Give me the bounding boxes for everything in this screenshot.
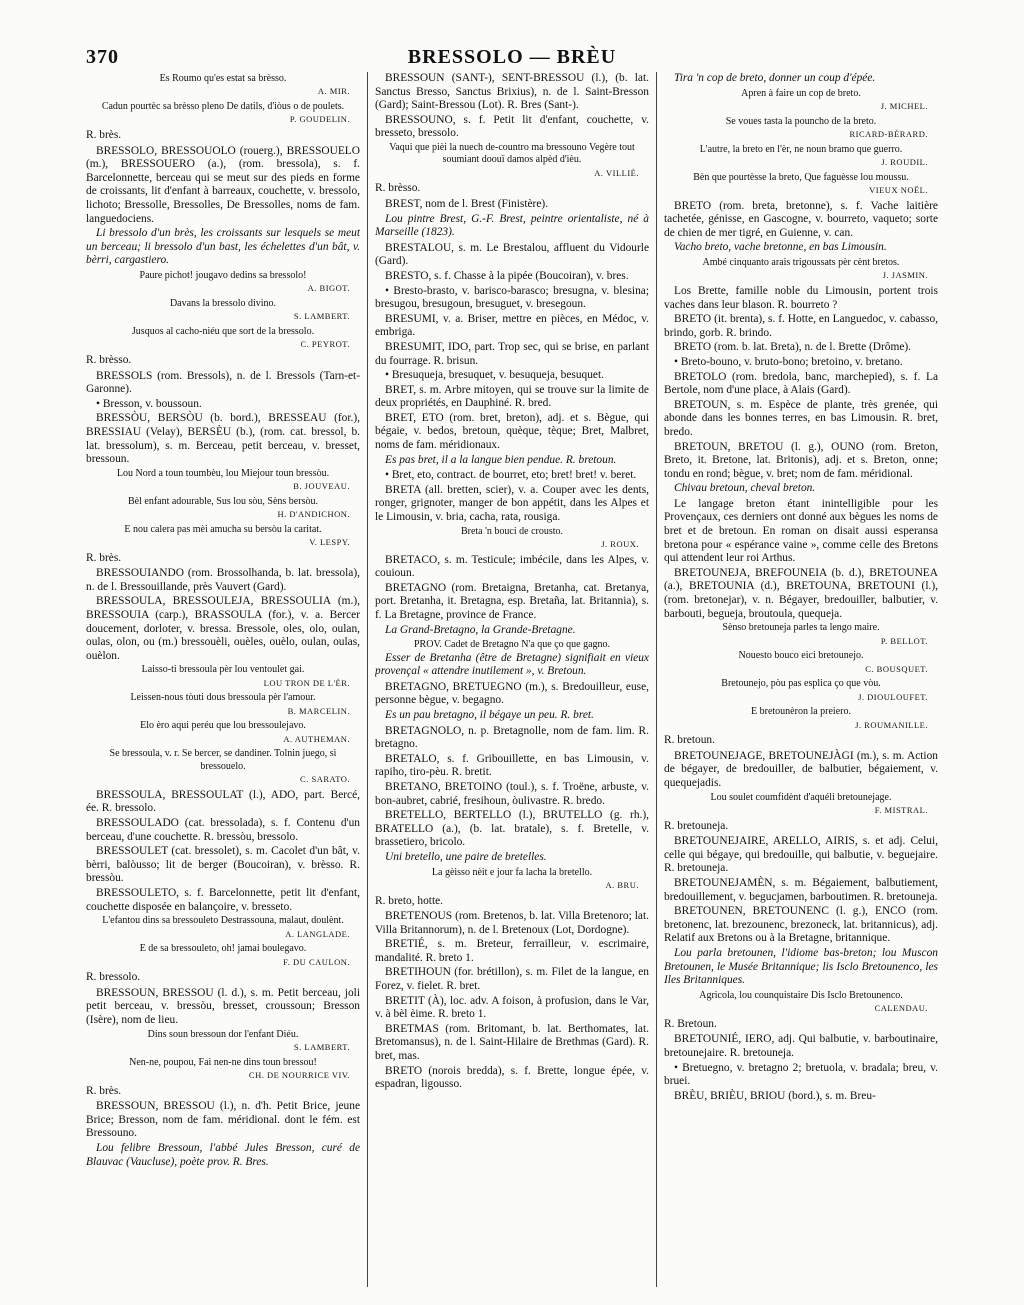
dictionary-entry: BRET, ETO (rom. bret, breton), adj. et s. Bègue, qui bégaie, v. bedos, bretoun, quèque, tèque; Bret, Malbret, noms de fam. méridionaux. (375, 411, 649, 452)
quotation-author: F. DU CAULON. (283, 956, 350, 967)
quotation: Dins soun bressoun dor l'enfant Diéu. (147, 1028, 299, 1040)
dictionary-entry: BRESSOUN (SANT-), SENT-BRESSOU (l.), (b. lat. Sanctus Bresso, Sanctus Brixius), n. de l. Saint-Bresson (Gard); Saint-Bressou (Lot). R. Bres (Sant-). (375, 72, 649, 112)
quotation-author: A. VILLIÉ. (594, 167, 639, 178)
dictionary-entry: BRESSÒU, BERSÒU (b. bord.), BRESSEAU (for.), BRESSIAU (Velay), BERSÈU (b.), (rom. cat. bressol, b. lat. bressolum), s. m. Berceau, petit berceau, v. bresset, bressoun. (86, 412, 360, 466)
dictionary-entry: BRETANO, BRETOINO (toul.), s. f. Troëne, arbuste, v. bon-aubret, cabrié, fresihoun, òulivastre. R. bredo. (375, 780, 649, 807)
quotation: Lou soulet coumfidènt d'aquéli bretounejage. (710, 791, 892, 803)
quotation: Nen-ne, poupou, Fai nen-ne dins toun bressou! (129, 1056, 317, 1068)
quotation-author: CALENDAU. (874, 1003, 928, 1014)
quotation: Lou Nord a toun toumbèu, lou Miejour toun bressòu. (116, 467, 330, 479)
dictionary-entry: BRÈU, BRIÈU, BRIOU (bord.), s. m. Breu- (674, 1089, 876, 1102)
dictionary-entry: BRETOUNEJAGE, BRETOUNEJÀGI (m.), s. m. Action de bégayer, de bredouiller, de balbutier, bégaiement, v. quequejadis. (664, 749, 938, 789)
etymology-reference: R. brès. (86, 129, 122, 141)
dictionary-entry: BRETAGNOLO, n. p. Bretagnolle, nom de fam. lim. R. bretagno. (375, 724, 649, 751)
dictionary-entry: BRESSOULA, BRESSOULAT (l.), ADO, part. Bercé, ée. R. bressolo. (86, 788, 360, 815)
dictionary-entry: BRETALO, s. f. Gribouillette, en bas Limousin, v. rapiho, tiro-pèu. R. bretit. (375, 752, 649, 779)
dictionary-entry: BRETO (rom. b. lat. Breta), n. de l. Brette (Drôme). (674, 341, 912, 354)
quotation-author: LOU TRON DE L'ÈR. (263, 677, 350, 688)
quotation: L'autre, la breto en l'èr, ne noun bramo que guerro. (699, 143, 903, 155)
quotation-author: J. JASMIN. (882, 270, 928, 281)
etymology-reference: R. brès. (86, 551, 122, 564)
dictionary-entry: BRETO (it. brenta), s. f. Hotte, en Languedoc, v. cabasso, brindo, gorb. R. brindo. (664, 313, 938, 339)
quotation: Agricola, lou counquistaire Dis Isclo Bretounenco. (699, 989, 903, 1001)
quotation: Bèl enfant adourable, Sus lou sòu, Sèns bersòu. (128, 495, 318, 507)
dictionary-entry: BRETIHOUN (for. brétillon), s. m. Filet de la langue, en Forez, v. fielet. R. bret. (375, 966, 649, 993)
quotation-author: C. SARATO. (300, 774, 350, 785)
dictionary-entry: BRESSOUN, BRESSOU (l.), n. d'h. Petit Brice, jeune Brice; Bresson, nom de fam. méridional. dont le fém. est Bressouno. (86, 1100, 360, 1140)
quotation: E bretounèron la preiero. (751, 706, 851, 718)
dictionary-entry: BRETA (all. bretten, scier), v. a. Couper avec les dents, ronger, grignoter, manger de bon appétit, dans les Alpes et le Limousin, v. bria, cacha, rata, rousiga. (375, 483, 649, 524)
dictionary-entry: BRESSOULET (cat. bressolet), s. m. Cacolet d'un bât, v. bèrri, balòusso; lit de berger (Boucoiran), v. brèsso. R. bressòu. (86, 845, 360, 885)
dictionary-entry: BRESTO, s. f. Chasse à la pipée (Boucoiran), v. bres. (385, 269, 629, 282)
quotation: Davans la bressolo divino. (169, 297, 277, 309)
dictionary-entry: • Bresto-brasto, v. barisco-barasco; bresugna, v. blesina; bresugou, bresugoun, bresuguet, v. bresegoun. (375, 284, 649, 311)
quotation: Bèn que pourtèsse la breto, Que faguèsse lou moussu. (693, 171, 909, 183)
dictionary-entry: • Bret, eto, contract. de bourret, eto; bret! bret! v. beret. (385, 469, 637, 482)
quotation-author: C. BOUSQUET. (865, 663, 928, 674)
etymology-reference: R. brèsso. (375, 182, 421, 195)
dictionary-entry: BRETIT (À), loc. adv. A foison, à profusion, dans le Var, v. à bèl èime. R. breto 1. (375, 994, 649, 1021)
etymology-reference: R. brès. (86, 1084, 122, 1097)
dictionary-entry: BRETACO, s. m. Testicule; imbécile, dans les Alpes, v. couioun. (375, 553, 649, 580)
example-phrase: Tira 'n cop de breto, donner un coup d'épée. (674, 72, 876, 84)
dictionary-entry: • Bresuqueja, bresuquet, v. besuqueja, besuquet. (385, 369, 604, 382)
quotation: La gèisso nèit e jour fa lacha la bretello. (431, 866, 593, 878)
quotation-author: CH. DE NOURRICE VIV. (248, 1069, 350, 1080)
quotation-author: J. MICHEL. (880, 101, 928, 111)
quotation: Laisso-ti bressoula pèr lou ventoulet gai. (141, 664, 305, 676)
example-phrase: Lou pintre Brest, G.-F. Brest, peintre orientaliste, né à Marseille (1823). (375, 212, 649, 239)
quotation: Breta 'n bouci de crousto. (460, 525, 564, 537)
quotation: Elo èro aqui peréu que lou bressoulejavo. (140, 720, 306, 732)
quotation: Se bressoula, v. r. Se bercer, se dandiner. Tolnin juego, si bressouelo. (109, 748, 337, 772)
quotation: Apren à faire un cop de breto. (741, 87, 861, 99)
quotation: Jusquos al cacho-niéu que sort de la bressolo. (131, 325, 315, 337)
dictionary-entry: Le langage breton étant inintelligible pour les Provençaux, ces derniers ont donné aux bègues les noms de bret et de bretoun. En roman on disait aussi esperansa bretona pour « espérance vaine », comme celle des Bretons qui attendent leur roi Arthus. (664, 497, 938, 565)
quotation-author: A. MIR. (317, 86, 350, 97)
quotation-author: S. LAMBERT. (293, 311, 350, 322)
dictionary-entry: BRETO (rom. breta, bretonne), s. f. Vache laitière tachetée, génisse, en Gascogne, v. bourreto, vaqueto; sorte de chien de mer tigré, en Guienne, v. can. (664, 199, 938, 239)
dictionary-entry: BRESSOULETO, s. f. Barcelonnette, petit lit d'enfant, couchette disposée en balançoire, v. bresseto. (86, 887, 360, 913)
dictionary-entry: BRETOUNEJAMÈN, s. m. Bégaiement, balbutiement, bredouillement, v. begucjamen, barboutimen. R. bretouneja. (664, 876, 938, 903)
quotation: Paure pichot! jougavo dedins sa bressolo! (139, 269, 307, 281)
page-header (86, 40, 938, 68)
dictionary-entry: BRETELLO, BERTELLO (l.), BRUTELLO (g. rh.), BRATELLO (a.), (b. lat. bratale), s. f. Bretelle, v. brassetiero, bricolo. (375, 809, 649, 849)
dictionary-entry: BRETMAS (rom. Britomant, b. lat. Berthomates, lat. Bretomansus), n. de l. Saint-Hilaire de Brethmas (Gard). R. bret, mas. (375, 1022, 649, 1063)
quotation: Leissen-nous tòuti dous bressoula pèr l'amour. (130, 692, 316, 704)
quotation: E de sa bressouleto, oh! jamai boulegavo. (139, 943, 307, 955)
quotation-author: A. AUTHEMAN. (283, 733, 350, 744)
example-phrase: Uni bretello, une paire de bretelles. (385, 850, 547, 863)
dictionary-entry: BRETOUN, s. m. Espèce de plante, très grenée, qui abonde dans les bonnes terres, en bas Limousin. R. bret, bredo. (664, 398, 938, 438)
quotation-author: A. BIGOT. (307, 283, 350, 294)
quotation: Vaqui que pièi la nuech de-countro ma bressouno Vegère tout soumiant doouï damos alpèd d'ièu. (389, 141, 635, 166)
dictionary-entry: BRESSOUN, BRESSOU (l. d.), s. m. Petit berceau, joli petit berceau, v. bressòu, bresset, croussoun; Bresson (Isère), nom de lieu. (86, 986, 360, 1026)
example-phrase: Esser de Bretanha (être de Bretagne) signifiait en vieux provençal « attendre inutilement », v. Bretoun. (375, 651, 649, 678)
dictionary-entry: BRETAGNO (rom. Bretaigna, Bretanha, cat. Bretanya, port. Bretanha, it. Bretagna, esp. Bretaña, lat. Britannia), s. f. La Bretagne, province de France. (375, 581, 649, 621)
quotation: Se voues tasta la pouncho de la breto. (725, 115, 877, 127)
page-number: 370 (86, 46, 119, 68)
example-phrase: Es pas bret, il a la langue bien pendue. R. bretoun. (385, 453, 617, 466)
dictionary-entry: BRETOUN, BRETOU (l. g.), OUNO (rom. Breton, Breto, it. Bretone, lat. Britonis), adj. et s. Breton, onne; tondu en rond; bègue, v. bret; nom de fam. méridional. (664, 440, 938, 480)
dictionary-entry: BRESUMI, v. a. Briser, mettre en pièces, en Médoc, v. embriga. (375, 312, 649, 339)
quotation-author: J. ROUX. (601, 539, 639, 550)
quotation-author: P. BELLOT. (880, 635, 928, 646)
etymology-reference: R. breto, hotte. (375, 894, 444, 907)
column-divider (367, 72, 368, 1287)
dictionary-entry: • Bresson, v. boussoun. (96, 397, 202, 410)
column-left (86, 72, 360, 1287)
quotation-author: F. MISTRAL. (874, 805, 928, 815)
dictionary-entry: BRETOLO (rom. bredola, banc, marchepied), s. f. La Bertole, nom d'une place, à Alais (Gard). (664, 370, 938, 397)
quotation: Bretounejo, pòu pas esplica ço que vòu. (721, 678, 881, 690)
etymology-reference: R. brèsso. (86, 353, 132, 366)
dictionary-entry: BRESSOULADO (cat. bressolada), s. f. Contenu d'un berceau, d'une couchette. R. bressòu, bressolo. (86, 817, 360, 843)
quotation: Cadun pourtèc sa brèsso pleno De datils, d'iòus o de poulets. (101, 101, 345, 112)
column-divider (656, 72, 657, 1287)
quotation-author: B. MARCELIN. (287, 705, 350, 716)
dictionary-entry: BRETOUNEJAIRE, ARELLO, AIRIS, s. et adj. Celui, celle qui bégaye, qui bredouille, qui balbutie, v. beguejaire. R. bretouneja. (664, 835, 938, 875)
text-columns (86, 72, 938, 1287)
etymology-reference: R. bretouneja. (664, 819, 729, 832)
etymology-reference: R. Bretoun. (664, 1017, 717, 1030)
quotation-author: V. LESPY. (309, 537, 350, 548)
quotation-author: RICARD-BÉRARD. (849, 129, 928, 139)
dictionary-entry: BRESSOLS (rom. Bressols), n. de l. Bressols (Tarn-et-Garonne). (86, 369, 360, 396)
dictionary-entry: BRETOUNEJA, BREFOUNEIA (b. d.), BRETOUNEA (a.), BRETOUNIA (d.), BRETOUNA, BRETOUNI (l.), (rom. bretonejar), v. n. Bégayer, bredouiller, balbutier, v. barbouti, begueja, broutoula, quequeja. (664, 566, 938, 620)
dictionary-entry: BRETIÉ, s. m. Breteur, ferrailleur, v. escrimaire, mandalité. R. breto 1. (375, 938, 649, 964)
dictionary-entry: BRESUMIT, IDO, part. Trop sec, qui se brise, en parlant du fourrage. R. brisun. (375, 340, 649, 367)
quotation-author: J. DIOULOUFET. (858, 691, 928, 702)
dictionary-entry: BRETAGNO, BRETUEGNO (m.), s. Bredouilleur, euse, personne bègue, v. begagno. (375, 680, 649, 707)
dictionary-entry: BRET, s. m. Arbre mitoyen, qui se trouve sur la limite de deux propriétés, en Dauphiné. R. bred. (375, 383, 649, 410)
quotation: L'efantou dins sa bressouleto Destrassouna, malaut, doulènt. (102, 915, 344, 927)
quotation-author: A. BRU. (605, 879, 639, 890)
dictionary-entry: BRESSOLO, BRESSOUOLO (rouerg.), BRESSOUELO (m.), BRESSOUERO (a.), (rom. bressola), s. f. Barcelonnette, berceau qui se meut sur des pieds en forme de croissants, lit d'enfant à barreaux, couchette, v. bressolo, lichoto; Bressolle, Bressolles, De Bressolles, noms de fam. languedociens. (86, 144, 360, 225)
etymology-reference: R. bretoun. (664, 734, 715, 747)
quotation-author: J. ROUDIL. (881, 157, 928, 167)
dictionary-entry: BRESSOULA, BRESSOULEJA, BRESSOULIA (m.), BRESSOUIA (carp.), BRASSOULA (for.), v. a. Bercer doucement, dorloter, v. bressa. Bressole, oles, olo, oulan, oulas, olon, ou (m.) bressouèli, ouèles, ouèlo, oulan, oulas, ouèlon. (86, 595, 360, 662)
dictionary-entry: BRESSOUIANDO (rom. Brossolhanda, b. lat. bressola), n. de l. Bressouillande, près Vauvert (Gard). (86, 567, 360, 593)
dictionary-entry: BREST, nom de l. Brest (Finistère). (385, 197, 549, 210)
dictionary-entry: BRETOUNIÉ, IERO, adj. Qui balbutie, v. barboutinaire, bretounejaire. R. bretouneja. (664, 1033, 938, 1059)
dictionary-entry: BRETENOUS (rom. Bretenos, b. lat. Villa Bretenoro; lat. Villa Britannorum), n. de l. Bretenoux (Lot, Dordogne). (375, 910, 649, 936)
column-right (664, 72, 938, 1287)
quotation: Sènso bretouneja parles ta lengo maire. (722, 622, 880, 634)
quotation: Nouesto bouco eici bretounejo. (738, 650, 864, 662)
etymology-reference: R. bressolo. (86, 971, 141, 984)
quotation-author: A. LANGLADE. (285, 928, 350, 939)
dictionary-entry: BRETO (norois bredda), s. f. Brette, longue épée, v. espadran, ligousso. (375, 1064, 649, 1091)
example-phrase: Li bressolo d'un brès, les croissants sur lesquels se meut un berceau; li bressolo d'un bast, les échelettes d'un bât, v. bèrri, cargastiero. (86, 227, 360, 267)
example-phrase: Lou parla bretounen, l'idiome bas-breton; lou Muscon Bretounen, le Musée Britannique; lis Isclo Bretounenco, les Iles Britanniques. (664, 946, 938, 987)
quotation: Es Roumo qu'es estat sa brèsso. (159, 73, 287, 84)
column-middle (375, 72, 649, 1287)
example-phrase: Vacho breto, vache bretonne, en bas Limousin. (674, 241, 887, 254)
dictionary-entry: • Breto-bouno, v. bruto-bono; bretoino, v. bretano. (674, 355, 903, 368)
dictionary-entry: • Bretuegno, v. bretagno 2; bretuola, v. bradala; breu, v. bruei. (664, 1061, 938, 1088)
quotation-author: VIEUX NOËL. (869, 185, 928, 195)
quotation: PROV. Cadet de Bretagno N'a que ço que gagno. (413, 639, 611, 651)
example-phrase: Es un pau bretagno, il bégaye un peu. R. bret. (385, 708, 594, 721)
quotation-author: H. D'ANDICHON. (277, 509, 350, 520)
dictionary-entry: Los Brette, famille noble du Limousin, portent trois vaches dans leur blason. R. bourreto ? (664, 284, 938, 311)
quotation-author: B. JOUVEAU. (293, 481, 350, 492)
dictionary-entry: BRESSOUNO, s. f. Petit lit d'enfant, couchette, v. bresseto, bressolo. (375, 113, 649, 140)
example-phrase: Lou felibre Bressoun, l'abbé Jules Bresson, curé de Blauvac (Vaucluse), poète prov. R. Bres. (86, 1141, 360, 1168)
page-title: BRESSOLO — BRÈU (407, 46, 617, 68)
quotation-author: P. GOUDELIN. (289, 114, 350, 125)
example-phrase: La Grand-Bretagno, la Grande-Bretagne. (385, 623, 576, 636)
quotation-author: C. PEYROT. (300, 339, 350, 350)
dictionary-entry: BRETOUNEN, BRETOUNENC (l. g.), ENCO (rom. bretonenc, lat. brezounenc, brezoneck, lat. britannicus), adj. Relatif aux Bretons ou à la Bretagne, britannique. (664, 905, 938, 945)
dictionary-entry: BRESTALOU, s. m. Le Brestalou, affluent du Vidourle (Gard). (375, 241, 649, 268)
quotation: E nou calera pas mèi amucha su bersòu la caritat. (124, 523, 322, 535)
quotation: Ambé cinquanto arais trigoussats pèr cènt bretos. (702, 256, 900, 268)
quotation-author: S. LAMBERT. (293, 1041, 350, 1052)
example-phrase: Chivau bretoun, cheval breton. (674, 482, 816, 495)
quotation-author: J. ROUMANILLE. (855, 719, 928, 730)
